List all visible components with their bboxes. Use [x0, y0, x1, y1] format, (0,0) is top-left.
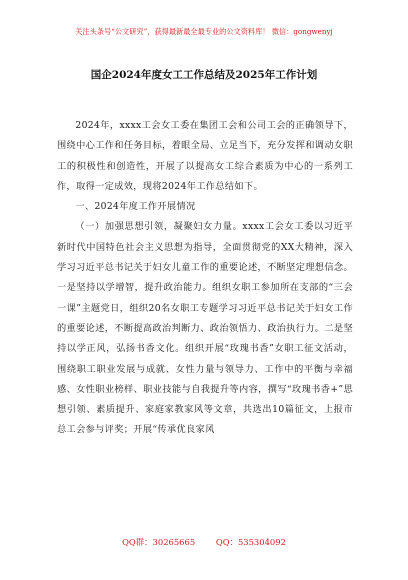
- document-body: [57, 116, 353, 441]
- footer-qq-number: QQ：535304092: [215, 537, 286, 547]
- footer-qq-group: QQ群：30265665: [122, 537, 196, 547]
- promo-banner: 关注头条号“公文研究”，获得最新最全最专业的公文资料库！ 微信：gongwenyj: [75, 27, 333, 36]
- section-heading: 一、2024年度工作开展情况: [75, 201, 196, 213]
- footer-contact: [0, 536, 408, 548]
- intro-paragraph: 2024年，xxxx工会女工委在集团工会和公司工会的正确领导下，围绕中心工作和任务目标，着眼全局、立足当下，充分发挥和调动女职工的积极性和创造性，开展了以提高女工综合素质为中心的一系列工作，取得一定成效，现将2024年工作总结如下。: [57, 120, 353, 192]
- document-title: 国企2024年度女工工作总结及2025年工作计划: [90, 69, 318, 81]
- body-paragraph: （一）加强思想引领，凝聚妇女力量。xxxx工会女工委以习近平新时代中国特色社会主义思想为指导，全面贯彻党的XX大精神，深入学习习近平总书记关于妇女儿童工作的重要论述，不断坚定理想信念。一是坚持以学增智，提升政治能力。组织女职工参加所在支部的“三会一课”主题党日，组织20名女职工专题学习习近平总书记关于妇女工作的重要论述，不断提高政治判断力、政治领悟力、政治执行力。二是坚持以学正风，弘扬书香文化。组织开展“玫瑰书香”女职工征文活动，围绕职工职业发展与成就、女性力量与领导力、工作中的平衡与幸福感、女性职业榜样、职业技能与自我提升等内容，撰写“玫瑰书香+”思想引领、素质提升、家庭家教家风等文章，共选出10篇征文，上报市总工会参与评奖；开展“传承优良家风: [57, 221, 353, 436]
